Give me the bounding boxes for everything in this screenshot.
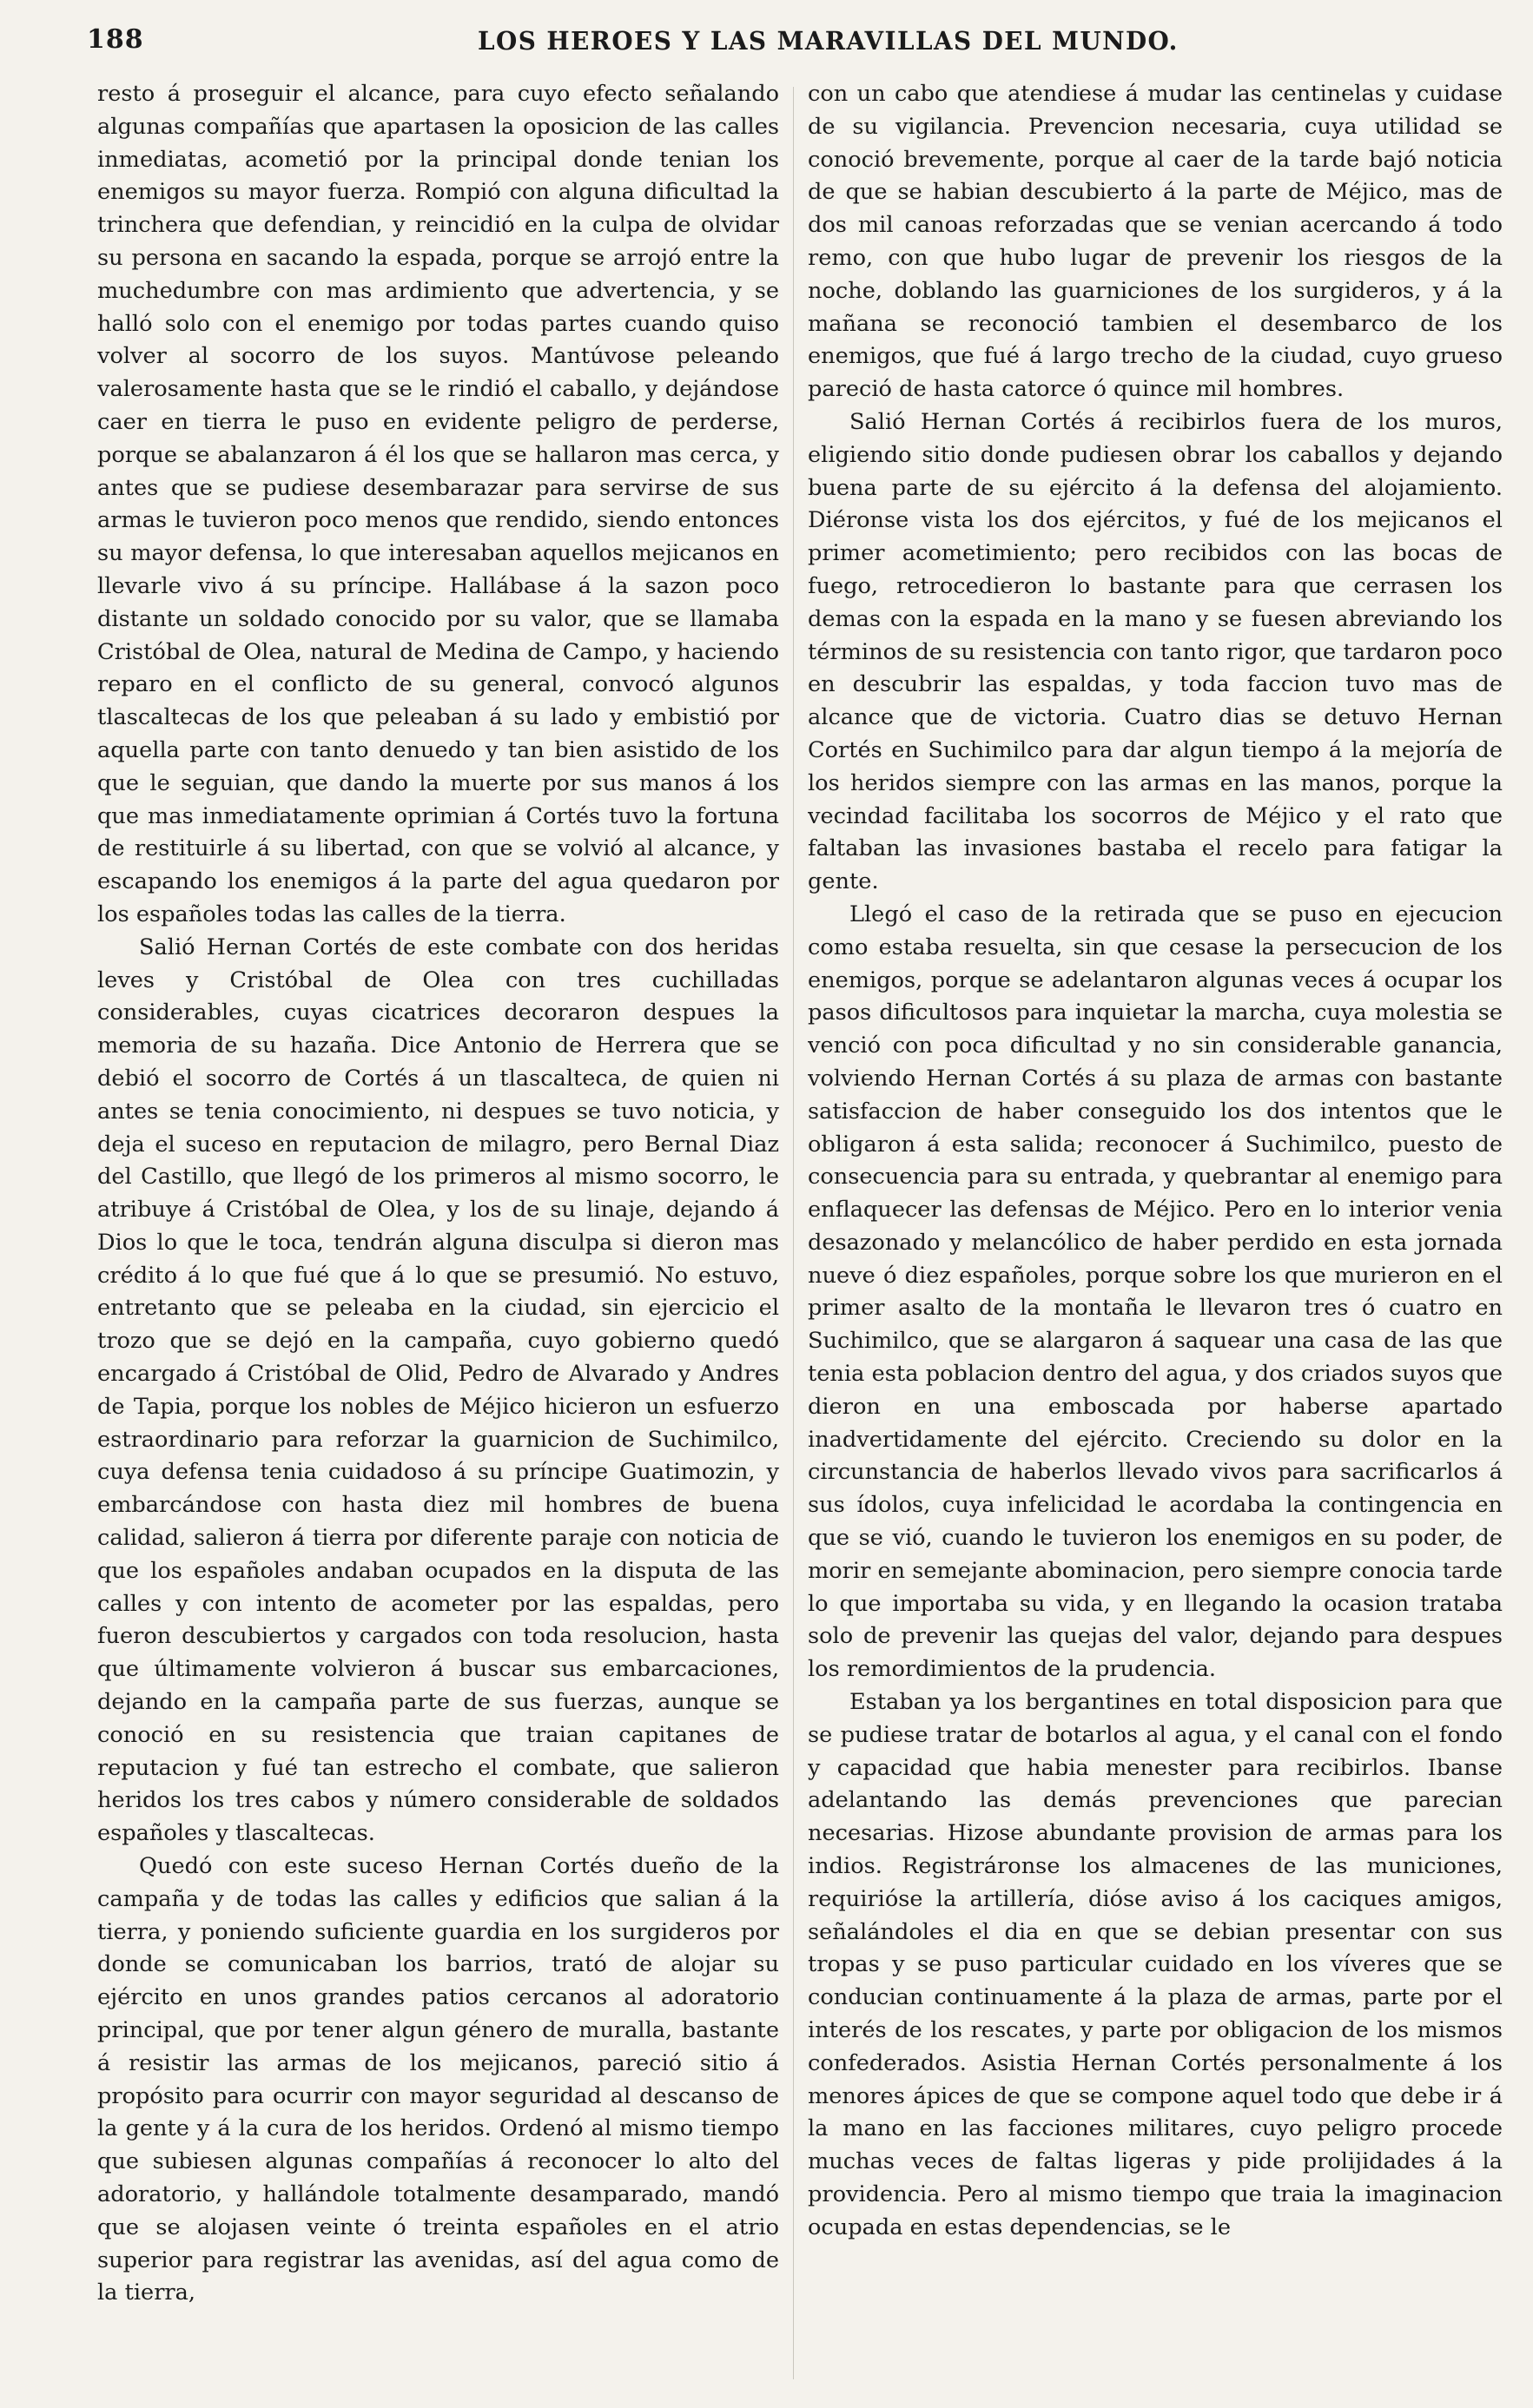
right-column xyxy=(808,78,1503,2397)
paragraph: resto á proseguir el alcance, para cuyo efecto señalando algunas compañías que apartasen la oposicion de las calles inmediatas, acometió por la principal donde tenian los enemigos su mayor fuerza. Rompió con alguna dificultad la trinchera que defendian, y reincidió en la culpa de olvidar su persona en sacando la espada, porque se arrojó entre la muchedumbre con mas ardimiento que advertencia, y se halló solo con el enemigo por todas partes cuando quiso volver al socorro de los suyos. Mantúvose peleando valerosamente hasta que se le rindió el caballo, y dejándose caer en tierra le puso en evidente peligro de perderse, porque se abalanzaron á él los que se hallaron mas cerca, y antes que se pudiese desembarazar para servirse de sus armas le tuvieron poco menos que rendido, siendo entonces su mayor defensa, lo que interesaban aquellos mejicanos en llevarle vivo á su príncipe. Hallábase á la sazon poco distante un soldado conocido por su valor, que se llamaba Cristóbal de Olea, natural de Medina de Campo, y haciendo reparo en el conflicto de su general, convocó algunos tlascaltecas de los que peleaban á su lado y embistió por aquella parte con tanto denuedo y tan bien asistido de los que le seguian, que dando la muerte por sus manos á los que mas inmediatamente oprimian á Cortés tuvo la fortuna de restituirle á su libertad, con que se volvió al alcance, y escapando los enemigos á la parte del agua quedaron por los españoles todas las calles de la tierra. xyxy=(97,81,779,927)
paragraph: Llegó el caso de la retirada que se puso en ejecucion como estaba resuelta, sin que cesase la persecucion de los enemigos, porque se adelantaron algunas veces á ocupar los pasos dificultosos para inquietar la marcha, cuya molestia se venció con poca dificultad y no sin considerable ganancia, volviendo Hernan Cortés á su plaza de armas con bastante satisfaccion de haber conseguido los dos intentos que le obligaron á esta salida; reconocer á Suchimilco, puesto de consecuencia para su entrada, y quebrantar al enemigo para enflaquecer las defensas de Méjico. Pero en lo interior venia desazonado y melancólico de haber perdido en esta jornada nueve ó diez españoles, porque sobre los que murieron en el primer asalto de la montaña le llevaron tres ó cuatro en Suchimilco, que se alargaron á saquear una casa de las que tenia esta poblacion dentro del agua, y dos criados suyos que dieron en una emboscada por haberse apartado inadvertidamente del ejército. Creciendo su dolor en la circunstancia de haberlos llevado vivos para sacrificarlos á sus ídolos, cuya infelicidad le acordaba la contingencia en que se vió, cuando le tuvieron los enemigos en su poder, de morir en semejante abominacion, pero siempre conocia tarde lo que importaba su vida, y en llegando la ocasion trataba solo de prevenir las quejas del valor, dejando para despues los remordimientos de la prudencia. xyxy=(808,901,1503,1683)
paragraph: con un cabo que atendiese á mudar las centinelas y cuidase de su vigilancia. Prevencion necesaria, cuya utilidad se conoció brevemente, porque al caer de la tarde bajó noticia de que se habian descubierto á la parte de Méjico, mas de dos mil canoas reforzadas que se venian acercando á todo remo, con que hubo lugar de prevenir los riesgos de la noche, doblando las guarniciones de los surgideros, y á la mañana se reconoció tambien el desembarco de los enemigos, que fué á largo trecho de la ciudad, cuyo grueso pareció de hasta catorce ó quince mil hombres. xyxy=(808,81,1503,403)
paragraph: Estaban ya los bergantines en total disposicion para que se pudiese tratar de botarlos al agua, y el canal con el fondo y capacidad que habia menester para recibirlos. Ibanse adelantando las demás prevenciones que parecian necesarias. Hizose abundante provision de armas para los indios. Registráronse los almacenes de las municiones, requirióse la artillería, dióse aviso á los caciques amigos, señalándoles el dia en que se debian presentar con sus tropas y se puso particular cuidado en los víveres que se conducian continuamente á la plaza de armas, parte por el interés de los rescates, y parte por obligacion de los mismos confederados. Asistia Hernan Cortés personalmente á los menores ápices de que se compone aquel todo que debe ir á la mano en las facciones militares, cuyo peligro procede muchas veces de faltas ligeras y pide prolijidades á la providencia. Pero al mismo tiempo que traia la imaginacion ocupada en estas dependencias, se le xyxy=(808,1689,1503,2240)
paragraph: Salió Hernan Cortés de este combate con dos heridas leves y Cristóbal de Olea con tres cuchilladas considerables, cuyas cicatrices decoraron despues la memoria de su hazaña. Dice Antonio de Herrera que se debió el socorro de Cortés á un tlascalteca, de quien ni antes se tenia conocimiento, ni despues se tuvo noticia, y deja el suceso en reputacion de milagro, pero Bernal Diaz del Castillo, que llegó de los primeros al mismo socorro, le atribuye á Cristóbal de Olea, y los de su linaje, dejando á Dios lo que le toca, tendrán alguna disculpa si dieron mas crédito á lo que fué que á lo que se presumió. No estuvo, entretanto que se peleaba en la ciudad, sin ejercicio el trozo que se dejó en la campaña, cuyo gobierno quedó encargado á Cristóbal de Olid, Pedro de Alvarado y Andres de Tapia, porque los nobles de Méjico hicieron un esfuerzo estraordinario para reforzar la guarnicion de Suchimilco, cuya defensa tenia cuidadoso á su príncipe Guatimozin, y embarcándose con hasta diez mil hombres de buena calidad, salieron á tierra por diferente paraje con noticia de que los españoles andaban ocupados en la disputa de las calles y con intento de acometer por las espaldas, pero fueron descubiertos y cargados con toda resolucion, hasta que últimamente volvieron á buscar sus embarcaciones, dejando en la campaña parte de sus fuerzas, aunque se conoció en su resistencia que traian capitanes de reputacion y fué tan estrecho el combate, que salieron heridos los tres cabos y número considerable de soldados españoles y tlascaltecas. xyxy=(97,934,779,1847)
column-divider xyxy=(793,87,794,2379)
left-column xyxy=(97,78,779,2397)
page-header xyxy=(87,24,1533,64)
running-title: LOS HEROES Y LAS MARAVILLAS DEL MUNDO. xyxy=(478,26,1179,56)
page-number: 188 xyxy=(87,24,144,55)
paragraph: Salió Hernan Cortés á recibirlos fuera de los muros, eligiendo sitio donde pudiesen obrar los caballos y dejando buena parte de su ejército á la defensa del alojamiento. Diéronse vista los dos ejércitos, y fué de los mejicanos el primer acometimiento; pero recibidos con las bocas de fuego, retrocedieron lo bastante para que cerrasen los demas con la espada en la mano y se fuesen abreviando los términos de su resistencia con tanto rigor, que tardaron poco en descubrir las espaldas, y toda faccion tuvo mas de alcance que de victoria. Cuatro dias se detuvo Hernan Cortés en Suchimilco para dar algun tiempo á la mejoría de los heridos siempre con las armas en las manos, porque la vecindad facilitaba los socorros de Méjico y el rato que faltaban las invasiones bastaba el recelo para fatigar la gente. xyxy=(808,408,1503,895)
paragraph: Quedó con este suceso Hernan Cortés dueño de la campaña y de todas las calles y edificios que salian á la tierra, y poniendo suficiente guardia en los surgideros por donde se comunicaban los barrios, trató de alojar su ejército en unos grandes patios cercanos al adoratorio principal, que por tener algun género de muralla, bastante á resistir las armas de los mejicanos, pareció sitio á propósito para ocurrir con mayor seguridad al descanso de la gente y á la cura de los heridos. Ordenó al mismo tiempo que subiesen algunas compañías á reconocer lo alto del adoratorio, y hallándole totalmente desamparado, mandó que se alojasen veinte ó treinta españoles en el atrio superior para registrar las avenidas, así del agua como de la tierra, xyxy=(97,1853,779,2306)
